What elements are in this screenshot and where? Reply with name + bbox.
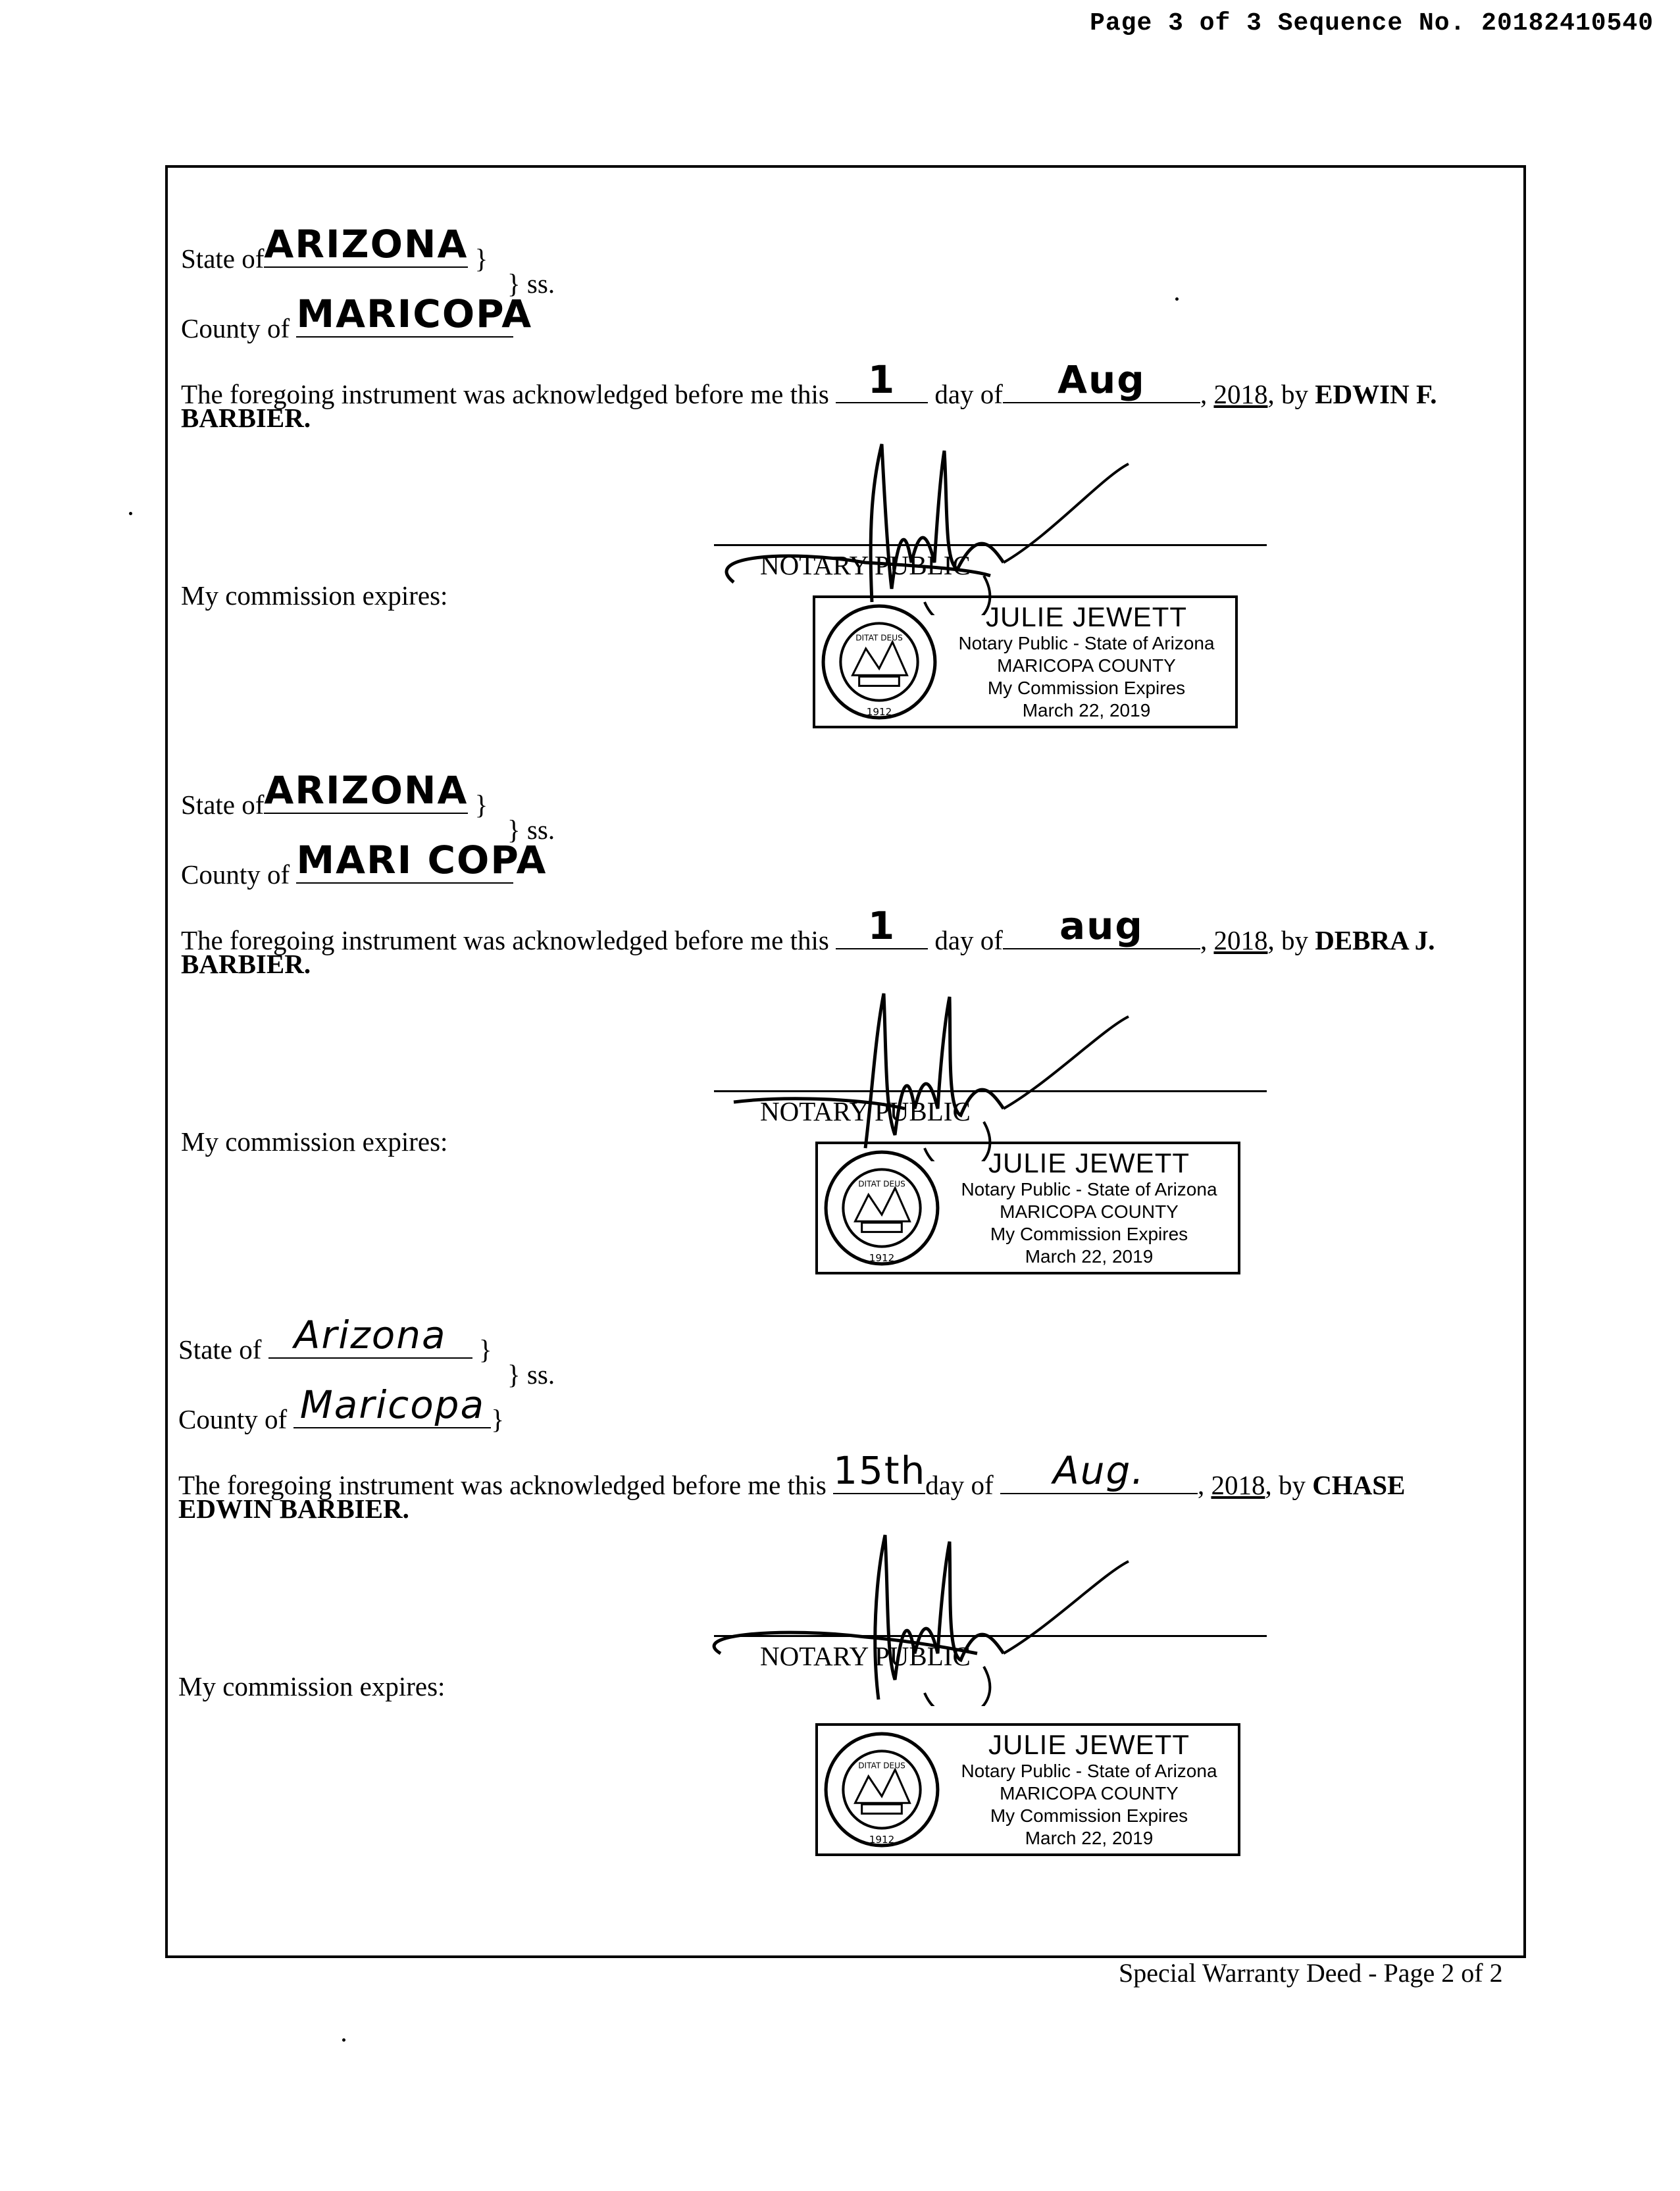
day-handwritten: 1 — [867, 357, 896, 402]
notary-public-label: NOTARY PUBLIC — [760, 1096, 971, 1126]
stamp-line-1: Notary Public - State of Arizona — [958, 633, 1215, 653]
state-line: State of Arizona } — [178, 1313, 492, 1365]
footer-page-label: Special Warranty Deed - Page 2 of 2 — [1119, 1958, 1503, 1988]
ack-prefix: The foregoing instrument was acknowledged before me this — [181, 379, 829, 409]
acknowledgment-line: The foregoing instrument was acknowledged before me this 15th day of Aug. , 2018, by CHASE — [178, 1448, 1406, 1500]
arizona-seal-icon — [819, 602, 939, 722]
acknowledgment-block-1 — [168, 168, 1523, 720]
scan-speck — [1175, 297, 1179, 301]
day-blank — [833, 1448, 927, 1494]
state-label: State of — [181, 790, 265, 820]
ss-mark: } ss. — [507, 815, 555, 845]
signer-name-first: DEBRA J. — [1315, 925, 1435, 955]
state-handwritten: ARIZONA — [264, 768, 469, 813]
state-handwritten: Arizona — [293, 1313, 447, 1357]
commission-expires-label: My commission expires: — [181, 580, 448, 611]
state-label: State of — [181, 243, 265, 274]
month-blank — [1003, 903, 1200, 949]
acknowledgment-block-2 — [168, 714, 1523, 1267]
state-label: State of — [178, 1334, 262, 1365]
stamp-line-3: My Commission Expires — [990, 1224, 1188, 1244]
seal-motto: DITAT DEUS — [855, 633, 903, 643]
county-label: County of — [181, 859, 290, 890]
notary-public-label: NOTARY PUBLIC — [760, 550, 971, 580]
notary-signature-1 — [707, 431, 1247, 615]
ss-mark: } ss. — [507, 268, 555, 299]
stamp-line-2: MARICOPA COUNTY — [997, 655, 1176, 676]
seal-year: 1912 — [869, 1251, 895, 1264]
by-text: , by — [1267, 379, 1308, 409]
stamp-line-1: Notary Public - State of Arizona — [961, 1179, 1217, 1199]
by-text: , by — [1267, 925, 1308, 955]
county-handwritten: Maricopa — [299, 1382, 486, 1427]
year-text: 2018 — [1213, 379, 1268, 409]
notary-signature-rule — [714, 1635, 1267, 1637]
signer-name-last: BARBIER. — [181, 403, 311, 433]
notary-public-label: NOTARY PUBLIC — [760, 1641, 971, 1671]
county-line — [181, 838, 547, 890]
stamp-line-1: Notary Public - State of Arizona — [961, 1761, 1217, 1781]
acknowledgment-line: The foregoing instrument was acknowledged before me this 1 day of Aug , 2018, by EDWIN F. — [181, 357, 1437, 409]
arizona-seal-icon — [822, 1730, 942, 1850]
month-blank — [1000, 1448, 1198, 1494]
arizona-seal-icon — [822, 1148, 942, 1268]
year-text: 2018 — [1211, 1470, 1265, 1500]
acknowledgment-line: The foregoing instrument was acknowledged before me this 1 day of aug , 2018, by DEBRA J. — [181, 903, 1435, 955]
notary-signature-2 — [707, 977, 1247, 1161]
commission-expires-label: My commission expires: — [181, 1126, 448, 1157]
state-handwritten: ARIZONA — [264, 222, 469, 266]
ack-prefix: The foregoing instrument was acknowledged before me this — [178, 1470, 827, 1500]
day-blank — [836, 357, 928, 403]
county-label: County of — [181, 313, 290, 343]
notary-stamp — [813, 595, 1238, 728]
county-line: County of Maricopa } — [178, 1382, 505, 1434]
signer-name-last: BARBIER. — [181, 949, 311, 979]
seal-year: 1912 — [866, 705, 892, 718]
stamp-line-2: MARICOPA COUNTY — [1000, 1201, 1179, 1222]
stamp-line-3: My Commission Expires — [987, 678, 1186, 698]
month-handwritten: Aug. — [1053, 1448, 1145, 1493]
stamp-name: JULIE JEWETT — [988, 1729, 1190, 1760]
commission-expires-label: My commission expires: — [178, 1671, 445, 1701]
county-line — [181, 291, 533, 344]
day-of-label: day of — [934, 925, 1003, 955]
day-blank — [836, 903, 928, 949]
county-handwritten: MARICOPA — [296, 291, 533, 336]
notary-signature-3 — [681, 1522, 1247, 1706]
stamp-line-4: March 22, 2019 — [1022, 700, 1151, 720]
stamp-line-3: My Commission Expires — [990, 1805, 1188, 1826]
seal-year: 1912 — [869, 1833, 895, 1846]
state-line: State of ARIZONA } — [181, 768, 488, 820]
month-handwritten: aug — [1059, 903, 1144, 948]
stamp-line-2: MARICOPA COUNTY — [1000, 1783, 1179, 1803]
seal-motto: DITAT DEUS — [858, 1179, 905, 1189]
ss-mark: } ss. — [507, 1359, 555, 1390]
stamp-name: JULIE JEWETT — [985, 601, 1188, 632]
county-handwritten: MARI COPA — [296, 838, 547, 882]
day-of-label: day of — [934, 379, 1003, 409]
notary-stamp — [815, 1723, 1240, 1856]
day-of-label: day of — [925, 1470, 994, 1500]
page-sequence-header: Page 3 of 3 Sequence No. 20182410540 — [1090, 9, 1654, 38]
state-line: State of ARIZONA } — [181, 222, 488, 274]
month-blank — [1003, 357, 1200, 403]
county-label: County of — [178, 1404, 288, 1434]
month-handwritten: Aug — [1057, 357, 1146, 402]
day-handwritten: 1 — [867, 903, 896, 948]
county-blank — [296, 291, 533, 338]
signer-name-first: EDWIN F. — [1315, 379, 1437, 409]
notary-signature-rule — [714, 544, 1267, 546]
notary-stamp — [815, 1142, 1240, 1274]
stamp-line-4: March 22, 2019 — [1025, 1246, 1154, 1267]
ack-prefix: The foregoing instrument was acknowledged before me this — [181, 925, 829, 955]
year-text: 2018 — [1213, 925, 1268, 955]
acknowledgment-frame — [165, 165, 1526, 1958]
notary-signature-rule — [714, 1090, 1267, 1092]
seal-motto: DITAT DEUS — [858, 1761, 905, 1771]
day-handwritten: 15th — [833, 1448, 927, 1493]
scan-speck — [129, 512, 132, 515]
county-blank — [296, 838, 547, 884]
signer-name-first: CHASE — [1312, 1470, 1406, 1500]
acknowledgment-block-3 — [168, 1259, 1523, 1848]
stamp-line-4: March 22, 2019 — [1025, 1828, 1154, 1848]
stamp-name: JULIE JEWETT — [988, 1147, 1190, 1178]
signer-name-last: EDWIN BARBIER. — [178, 1494, 409, 1524]
scan-speck — [342, 2038, 345, 2042]
by-text: , by — [1265, 1470, 1306, 1500]
